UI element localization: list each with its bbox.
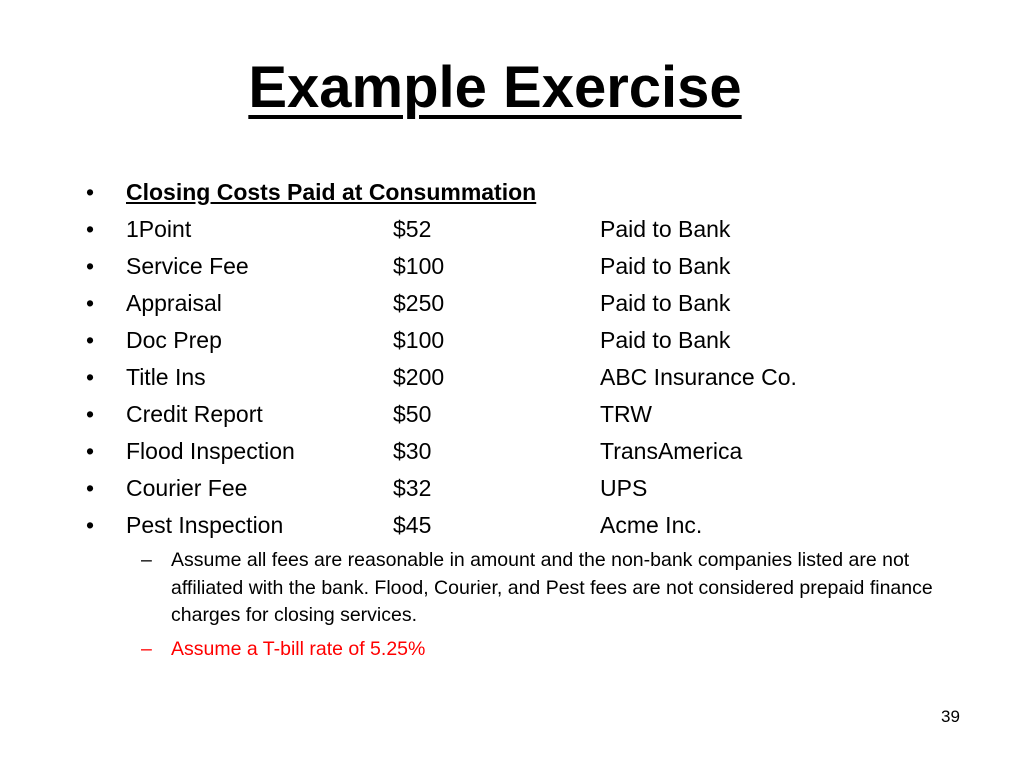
fee-item: Pest Inspection <box>126 512 284 538</box>
bullet-icon: • <box>86 512 95 538</box>
fee-amount: $100 <box>393 253 445 279</box>
bullet-icon: • <box>86 216 95 242</box>
slide-title: Example Exercise <box>248 55 742 120</box>
fee-row <box>0 396 1024 433</box>
bullet-icon: • <box>86 401 95 427</box>
fee-amount: $250 <box>393 290 445 316</box>
fee-payee: ABC Insurance Co. <box>600 364 797 390</box>
fee-item: Doc Prep <box>126 327 222 353</box>
fee-item: Service Fee <box>126 253 249 279</box>
bullet-icon: • <box>86 364 95 390</box>
fee-item: Flood Inspection <box>126 438 295 464</box>
fee-payee: Acme Inc. <box>600 512 703 538</box>
tbill-text: Assume a T-bill rate of 5.25% <box>171 637 426 660</box>
bullet-icon: • <box>86 438 95 464</box>
fee-row <box>0 433 1024 470</box>
fee-amount: $52 <box>393 216 432 242</box>
fee-payee: Paid to Bank <box>600 290 731 316</box>
fee-row <box>0 285 1024 322</box>
section-heading: Closing Costs Paid at Consummation <box>126 179 537 205</box>
bullet-icon: • <box>86 290 95 316</box>
dash-icon: – <box>141 549 152 571</box>
bullet-icon: • <box>86 253 95 279</box>
fee-row <box>0 507 1024 544</box>
fee-item: Credit Report <box>126 401 263 427</box>
fee-item: 1Point <box>126 216 192 242</box>
fee-row <box>0 248 1024 285</box>
fee-amount: $32 <box>393 475 432 501</box>
fee-payee: UPS <box>600 475 648 501</box>
bullet-heading-row <box>0 174 1024 211</box>
fee-amount: $50 <box>393 401 432 427</box>
fee-payee: Paid to Bank <box>600 216 731 242</box>
fee-payee: Paid to Bank <box>600 253 731 279</box>
fee-amount: $100 <box>393 327 445 353</box>
fee-amount: $45 <box>393 512 432 538</box>
fee-row <box>0 322 1024 359</box>
bullet-icon: • <box>86 327 95 353</box>
fee-item: Appraisal <box>126 290 222 316</box>
sub-bullet-list <box>0 547 1024 663</box>
page-number: 39 <box>941 707 960 726</box>
fee-amount: $200 <box>393 364 445 390</box>
fee-payee: TRW <box>600 401 652 427</box>
assumption-text: Assume all fees are reasonable in amount and the non-bank companies listed are not affiliated with the bank. Flood, Courier, and Pest fees are not considered prepaid finance charges for closing services. <box>171 549 933 626</box>
fee-amount: $30 <box>393 438 432 464</box>
fee-item: Title Ins <box>126 364 206 390</box>
fee-payee: TransAmerica <box>600 438 743 464</box>
fee-row <box>0 359 1024 396</box>
dash-icon: – <box>141 637 152 660</box>
assumption-note <box>0 547 1024 630</box>
bullet-icon: • <box>86 475 95 501</box>
fee-row <box>0 211 1024 248</box>
tbill-note <box>0 636 1024 664</box>
fee-payee: Paid to Bank <box>600 327 731 353</box>
fee-row <box>0 470 1024 507</box>
fee-item: Courier Fee <box>126 475 248 501</box>
bullet-list <box>0 174 1024 544</box>
bullet-icon: • <box>86 179 95 205</box>
